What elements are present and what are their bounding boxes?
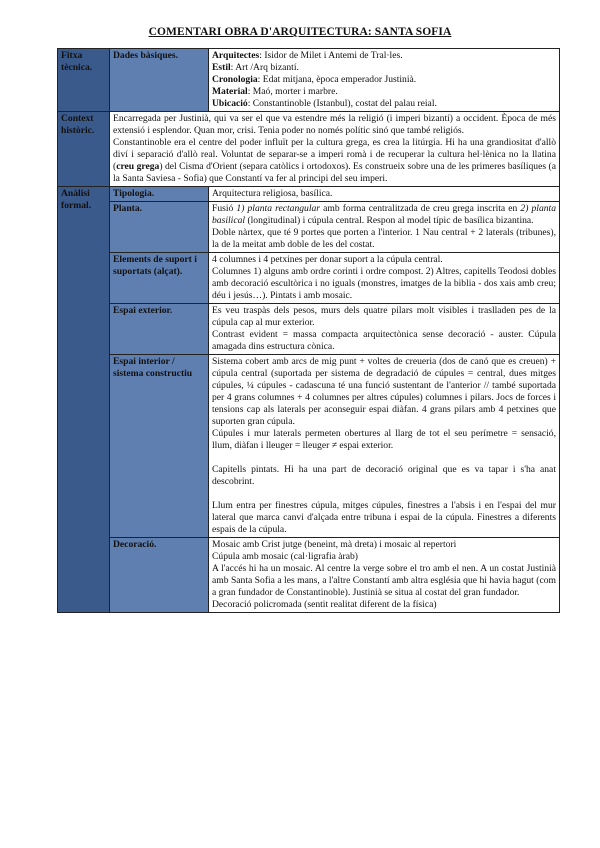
table-row (58, 49, 560, 112)
subsection-planta: Planta. (110, 202, 209, 253)
planta-content: Fusió 1) planta rectangular amb forma centralitzada de creu grega inscrita en 2) planta basilical (longitudinal) i cúpula central. Respon al model típic de basílica bizantina. Doble nàrtex, que té 9 portes que porten a l'interior. 1 Nau central + 2 laterals (tribunes), la de la meitat amb doble de les del costat. (209, 202, 560, 253)
subsection-dades: Dades bàsiques. (110, 49, 209, 112)
interior-content: Sistema cobert amb arcs de mig punt + voltes de creueria (dos de canó que es creuen) + cúpula central (suportada per sistema de degradació de cúpules = central, dues mitges cúpules, ¼ cúpules - cadascuna té una funció sustentant de l'anterior // també suportada per 4 grans columnes + 4 columnes per altres cúpules) columnes i pilars. Jocs de forces i tensions cap als laterals per aconseguir espai diàfan. 4 grans pilars amb 4 petxines que suporten gran cúpula. Cúpules i mur laterals permeten obertures al llarg de tot el seu perímetre = sensació, llum, diàfan i lleuger = lleuger ≠ espai exterior. Capitells pintats. Hi ha una part de decoració original que es va tapar i s'ha anat descobrint. Llum entra per finestres cúpula, mitges cúpules, finestres a l'absis i en l'espai del mur lateral que marca canvi d'alçada entre tribuna i espai de la cúpula. Finestres a diferents espais de la cúpula. (209, 355, 560, 538)
exterior-content: Es veu traspàs dels pesos, murs dels quatre pilars molt visibles i traslladen pes de la cúpula cap al mur exterior. Contrast evident = massa compacta arquitectònica sense decoració - auster. Cúpula amagada dins estructura cònica. (209, 304, 560, 355)
fitxa-content: Arquitectes: Isidor de Milet i Antemi de Tral·les. Estil: Art /Arq bizantí. Cronologia: Edat mitjana, època emperador Justinià. Material: Maó, morter i marbre. Ubicació: Constantinoble (Istanbul), costat del palau reial. (209, 49, 560, 112)
page-title: COMENTARI OBRA D'ARQUITECTURA: SANTA SOFIA (148, 26, 452, 38)
decoracio-content: Mosaic amb Crist jutge (beneint, mà dreta) i mosaic al repertori Cúpula amb mosaic (cal·ligrafia àrab) A l'accés hi ha un mosaic. Al centre la verge sobre el tro amb el nen. A un costat Justinià amb Santa Sofia a les mans, a l'altre Constantí amb altra església que hi havia hagut (com a gran fundador de Constantinoble). Justinià se situa al costat del gran fundador. Decoració policromada (sentit realitat diferent de la física) (209, 538, 560, 613)
subsection-exterior: Espai exterior. (110, 304, 209, 355)
section-analisi: Anàlisi formal. (58, 187, 110, 613)
tipologia-content: Arquitectura religiosa, basílica. (209, 187, 560, 202)
commentary-table (57, 48, 560, 613)
section-context: Context històric. (58, 112, 110, 187)
table-row (58, 253, 560, 304)
section-fitxa: Fitxa tècnica. (58, 49, 110, 112)
subsection-decoracio: Decoració. (110, 538, 209, 613)
table-row (58, 112, 560, 187)
elements-content: 4 columnes i 4 petxines per donar suport a la cúpula central. Columnes 1) alguns amb ordre corinti i ordre compost. 2) Altres, capitells Teodosi dobles amb decoració escultòrica i no iguals (monstres, imatges de la biblia - dos xais amb creu; déu i jesús…). Pintats i amb mosaic. (209, 253, 560, 304)
table-row (58, 304, 560, 355)
subsection-tipologia: Tipologia. (110, 187, 209, 202)
context-content: Encarregada per Justinià, qui va ser el que va estendre més la religió (i imperi bizantí) a occident. Època de més extensió i esplendor. Quan mor, crisi. Tenia poder no només polític sinó que també religiós. Constantinoble era el centre del poder influït per la cultura grega, es crea la litúrgia. Hi ha una grandiositat d'allò diví i separació d'allò real. Voluntat de separar-se a imperi romà i de recuperar la cultura hel·lènica no la llatina (creu grega) del Cisma d'Orient (separa catòlics i ortodoxos). Es construeix sobre una de les primeres basíliques (a la Santa Saviesa - Sofia) que Constantí va fer al principi del seu imperi. (110, 112, 560, 187)
table-row (58, 202, 560, 253)
subsection-elements: Elements de suport i suportats (alçat). (110, 253, 209, 304)
table-row (58, 355, 560, 538)
subsection-interior: Espai interior / sistema constructiu (110, 355, 209, 538)
table-row (58, 187, 560, 202)
table-row (58, 538, 560, 613)
